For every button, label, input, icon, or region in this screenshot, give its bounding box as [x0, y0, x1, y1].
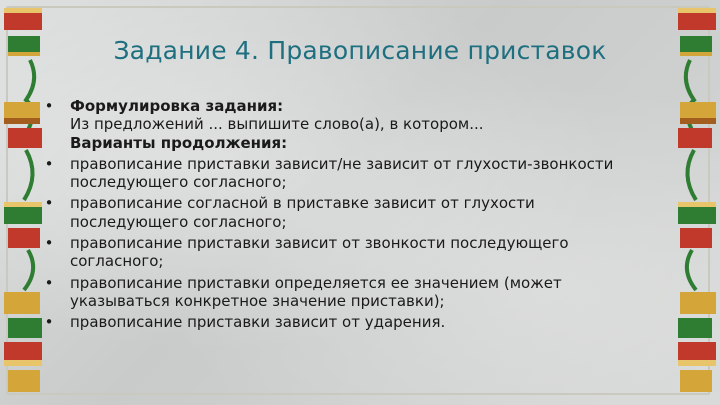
- bullet-icon: •: [44, 273, 54, 292]
- slide-title: Задание 4. Правописание приставок: [113, 36, 607, 65]
- task-heading: Формулировка задания:: [70, 97, 284, 115]
- list-item: [42, 234, 682, 271]
- list-item: [42, 274, 682, 311]
- bullet-icon: •: [44, 313, 54, 332]
- list-item: [42, 194, 682, 231]
- list-item: [42, 155, 682, 192]
- item-line: последующего согласного;: [70, 173, 287, 192]
- slide-content: [42, 97, 682, 335]
- item-line: правописание приставки зависит от звонкости последующего: [70, 234, 569, 253]
- item-line: согласного;: [70, 252, 164, 271]
- item-line: последующего согласного;: [70, 212, 287, 231]
- item-line: указываться конкретное значение приставки);: [70, 291, 445, 310]
- bullet-icon: •: [44, 194, 54, 213]
- bullet-icon: •: [44, 234, 54, 253]
- item-line: правописание приставки определяется ее значением (может: [70, 273, 562, 292]
- item-line: правописание приставки зависит от ударения.: [70, 313, 446, 332]
- bullet-list: [42, 97, 682, 332]
- bullet-icon: •: [44, 154, 54, 173]
- list-item: [42, 97, 682, 152]
- bullet-icon: •: [44, 97, 54, 115]
- task-text: Из предложений ... выпишите слово(а), в котором...: [70, 115, 484, 134]
- item-line: правописание согласной в приставке зависит от глухости: [70, 194, 535, 213]
- item-line: правописание приставки зависит/не зависит от глухости-звонкости: [70, 154, 614, 173]
- list-item: [42, 313, 682, 331]
- variants-heading: Варианты продолжения:: [70, 133, 288, 152]
